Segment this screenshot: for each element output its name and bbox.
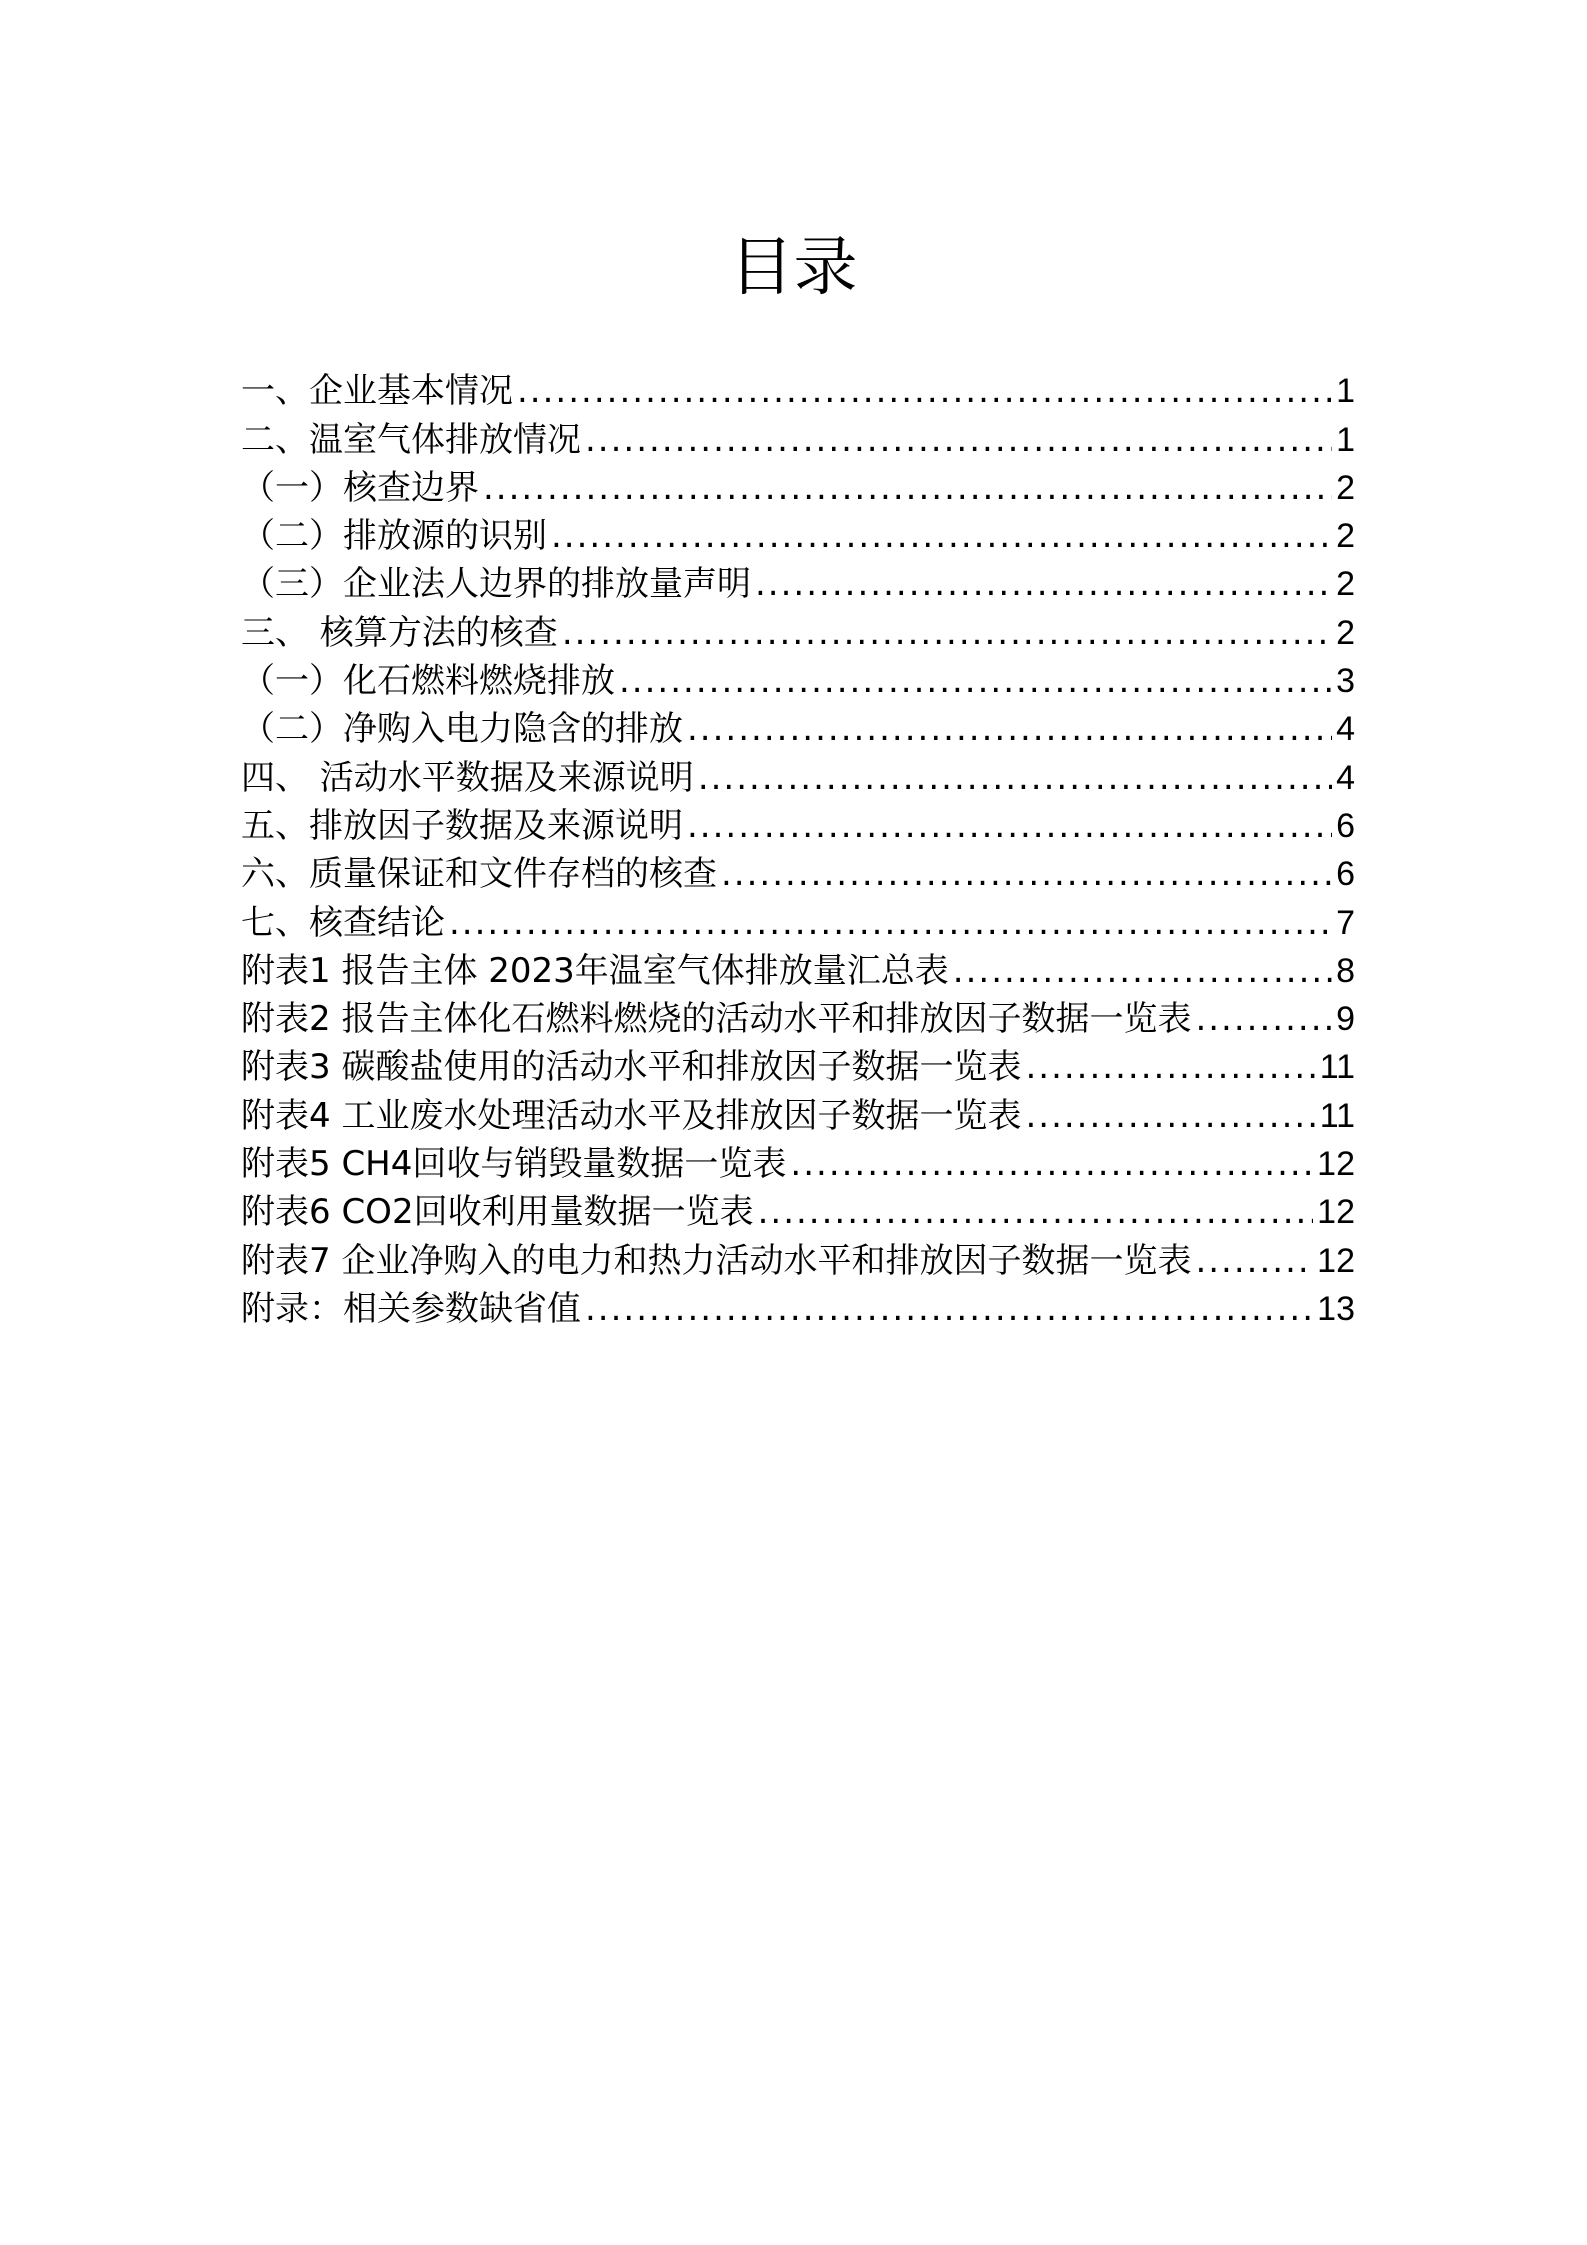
toc-entry[interactable] — [241, 1136, 1355, 1184]
toc-dot-leader — [619, 661, 1332, 701]
toc-entry-label: 附录：相关参数缺省值 — [241, 1288, 581, 1329]
page-title: 目录 — [729, 231, 858, 305]
toc-dot-leader — [551, 516, 1332, 556]
toc-entry[interactable] — [241, 411, 1355, 459]
toc-dot-leader — [698, 758, 1332, 798]
toc-entry[interactable] — [241, 556, 1355, 604]
toc-entry-label: 四、 活动水平数据及来源说明 — [241, 757, 694, 798]
toc-entry-page: 7 — [1336, 903, 1355, 942]
toc-entry[interactable] — [241, 363, 1355, 411]
toc-entry-label: 附表4 工业废水处理活动水平及排放因子数据一览表 — [241, 1095, 1022, 1136]
toc-entry[interactable] — [241, 749, 1355, 797]
toc-entry-page: 3 — [1336, 662, 1355, 701]
toc-dot-leader — [1195, 1241, 1313, 1281]
toc-entry-page: 12 — [1317, 1193, 1355, 1232]
toc-dot-leader — [758, 1192, 1314, 1232]
toc-entry-page: 1 — [1336, 372, 1355, 411]
toc-entry-label: 五、排放因子数据及来源说明 — [241, 805, 683, 846]
toc-dot-leader — [687, 806, 1332, 846]
toc-entry[interactable] — [241, 1039, 1355, 1087]
toc-entry-label: 附表1 报告主体 2023年温室气体排放量汇总表 — [241, 950, 949, 991]
toc-entry-page: 12 — [1317, 1145, 1355, 1184]
toc-entry-page: 4 — [1336, 710, 1355, 749]
toc-entry-label: 一、企业基本情况 — [241, 371, 513, 412]
toc-entry-page: 1 — [1336, 420, 1355, 459]
toc-entry-label: 附表7 企业净购入的电力和热力活动水平和排放因子数据一览表 — [241, 1240, 1192, 1281]
toc-entry-label: 附表2 报告主体化石燃料燃烧的活动水平和排放因子数据一览表 — [241, 999, 1192, 1040]
toc-dot-leader — [585, 420, 1332, 460]
toc-entry-page: 13 — [1317, 1289, 1355, 1328]
toc-dot-leader — [1025, 1047, 1315, 1087]
toc-entry-page: 4 — [1336, 758, 1355, 797]
toc-dot-leader — [953, 951, 1332, 991]
toc-entry[interactable] — [241, 460, 1355, 508]
toc-entry-page: 2 — [1336, 468, 1355, 507]
toc-entry-label: 七、核查结论 — [241, 902, 445, 943]
toc-dot-leader — [1025, 1096, 1315, 1136]
toc-entry-page: 6 — [1336, 806, 1355, 845]
table-of-contents — [241, 363, 1355, 1329]
toc-dot-leader — [562, 613, 1332, 653]
toc-entry[interactable] — [241, 943, 1355, 991]
toc-entry-page: 8 — [1336, 951, 1355, 990]
toc-entry[interactable] — [241, 991, 1355, 1039]
toc-entry-label: 六、质量保证和文件存档的核查 — [241, 854, 717, 895]
toc-entry-label: （二）净购入电力隐含的排放 — [241, 709, 683, 750]
toc-entry[interactable] — [241, 701, 1355, 749]
toc-entry[interactable] — [241, 894, 1355, 942]
toc-entry-label: 三、 核算方法的核查 — [241, 612, 558, 653]
toc-entry[interactable] — [241, 653, 1355, 701]
toc-entry[interactable] — [241, 1232, 1355, 1280]
toc-entry[interactable] — [241, 1184, 1355, 1232]
toc-entry[interactable] — [241, 604, 1355, 652]
toc-entry-label: （一）核查边界 — [241, 467, 479, 508]
toc-entry-page: 12 — [1317, 1241, 1355, 1280]
toc-entry-label: （二）排放源的识别 — [241, 516, 547, 557]
toc-dot-leader — [449, 903, 1332, 943]
toc-entry-page: 6 — [1336, 855, 1355, 894]
toc-dot-leader — [687, 709, 1332, 749]
toc-dot-leader — [1195, 999, 1332, 1039]
toc-entry-label: 二、温室气体排放情况 — [241, 419, 581, 460]
toc-entry[interactable] — [241, 1087, 1355, 1135]
toc-entry[interactable] — [241, 798, 1355, 846]
toc-dot-leader — [585, 1289, 1313, 1329]
toc-dot-leader — [483, 468, 1332, 508]
toc-dot-leader — [517, 371, 1332, 411]
toc-entry-label: 附表5 CH4回收与销毁量数据一览表 — [241, 1144, 787, 1185]
toc-entry-label: 附表3 碳酸盐使用的活动水平和排放因子数据一览表 — [241, 1047, 1022, 1088]
toc-dot-leader — [755, 564, 1332, 604]
toc-dot-leader — [721, 854, 1332, 894]
toc-entry-page: 11 — [1319, 1048, 1355, 1087]
toc-entry[interactable] — [241, 846, 1355, 894]
toc-entry-label: （三）企业法人边界的排放量声明 — [241, 564, 751, 605]
toc-entry[interactable] — [241, 1281, 1355, 1329]
toc-entry-page: 2 — [1336, 613, 1355, 652]
toc-entry-page: 2 — [1336, 517, 1355, 556]
toc-dot-leader — [790, 1144, 1313, 1184]
toc-entry-label: （一）化石燃料燃烧排放 — [241, 661, 615, 702]
toc-entry-page: 2 — [1336, 565, 1355, 604]
toc-entry-label: 附表6 CO2回收利用量数据一览表 — [241, 1192, 754, 1233]
toc-entry-page: 11 — [1319, 1096, 1355, 1135]
toc-entry-page: 9 — [1336, 1000, 1355, 1039]
toc-entry[interactable] — [241, 508, 1355, 556]
